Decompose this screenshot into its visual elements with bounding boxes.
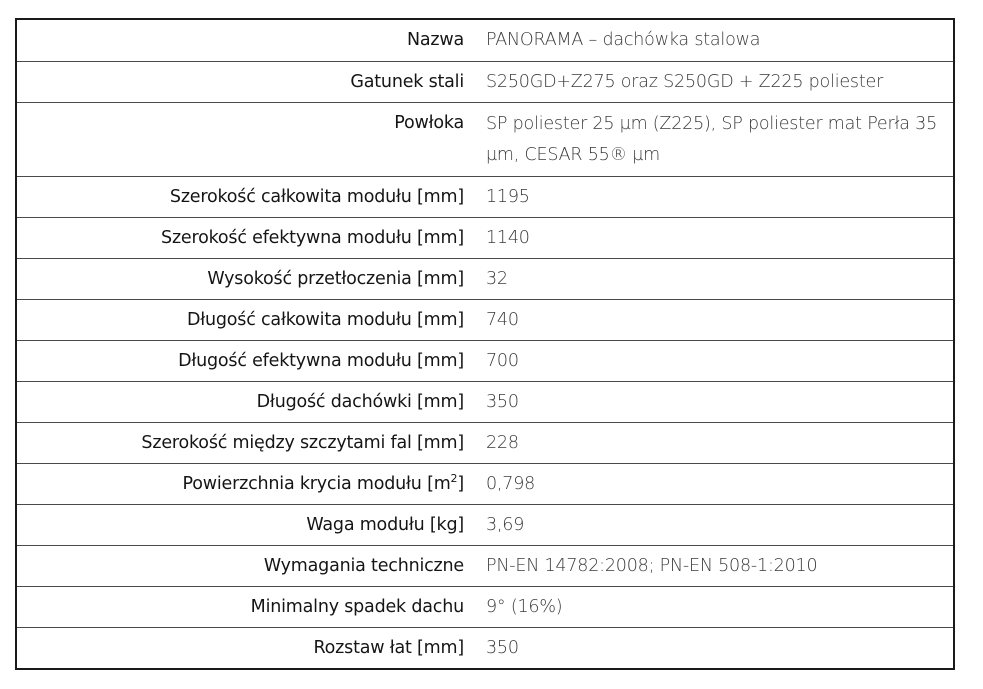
table-row [17,504,953,545]
row-value: PANORAMA – dachówka stalowa [486,30,761,50]
row-value: 700 [486,351,519,371]
row-value: 9° (16%) [486,597,563,617]
row-label: Długość dachówki [mm] [256,392,464,412]
table-row [17,102,953,176]
table-row [17,627,953,668]
table-row [17,463,953,504]
table-row [17,176,953,217]
row-label: Nazwa [406,30,464,50]
row-label: Powłoka [394,113,464,133]
row-value: SP poliester 25 µm (Z225), SP poliester mat Perła 35 µm, CESAR 55® µm [486,114,938,165]
row-value: 740 [486,310,519,330]
row-label [17,464,478,504]
row-value: 3,69 [486,515,525,535]
row-value: 0,798 [486,474,536,494]
table-row [17,20,953,61]
row-label: Wysokość przetłoczenia [mm] [207,269,464,289]
table-row [17,340,953,381]
row-label: Wymagania techniczne [263,556,464,576]
row-value: 228 [486,433,519,453]
row-label: Szerokość efektywna modułu [mm] [161,228,464,248]
table-row [17,299,953,340]
row-value: 350 [486,638,519,658]
row-label: Szerokość całkowita modułu [mm] [169,187,464,207]
table-row [17,545,953,586]
row-value: 350 [486,392,519,412]
row-label-superscript: 2 [450,472,458,486]
table-row [17,422,953,463]
row-label: Gatunek stali [350,72,464,92]
row-label: Długość całkowita modułu [mm] [186,310,464,330]
row-label: Rozstaw łat [mm] [313,638,464,658]
row-value: S250GD+Z275 oraz S250GD + Z225 poliester [486,72,884,92]
row-value: 32 [486,269,508,289]
row-label: Waga modułu [kg] [306,515,464,535]
row-value: 1140 [486,228,530,248]
row-label: Szerokość między szczytami fal [mm] [141,433,464,453]
table-row [17,381,953,422]
row-value: 1195 [486,187,530,207]
table-row [17,586,953,627]
table-row [17,61,953,102]
row-value: PN-EN 14782:2008; PN-EN 508-1:2010 [486,556,818,576]
spec-table [15,18,955,670]
table-row [17,217,953,258]
row-label: Minimalny spadek dachu [250,597,464,617]
table-row [17,258,953,299]
row-label-main: Powierzchnia krycia modułu [m [182,474,451,494]
row-label: Długość efektywna modułu [mm] [178,351,464,371]
row-label-end: ] [457,474,464,494]
